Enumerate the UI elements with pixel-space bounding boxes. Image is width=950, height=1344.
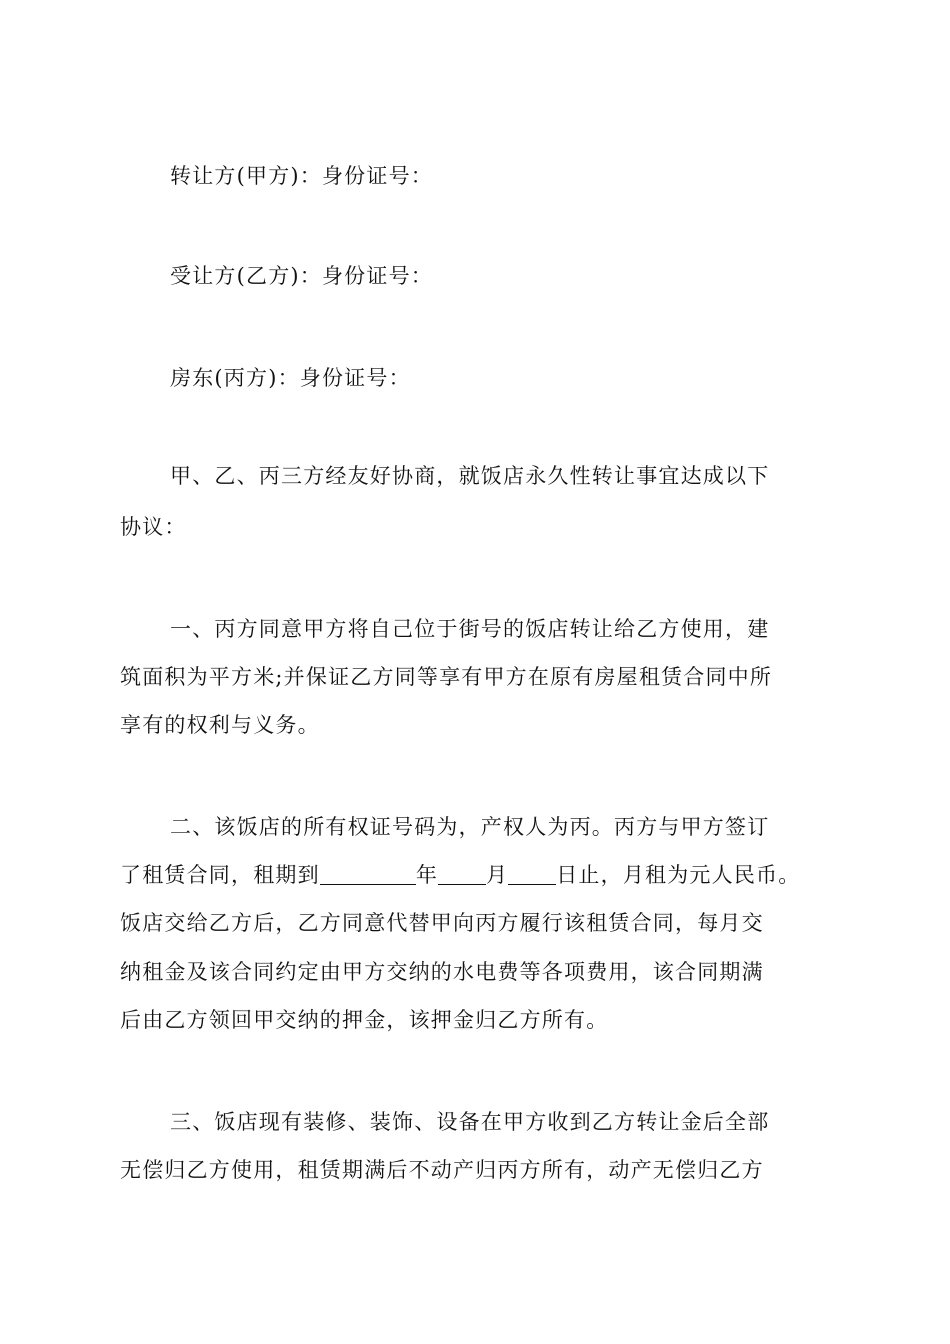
year-blank — [320, 864, 416, 885]
clause3-line-2: 无偿归乙方使用，租赁期满后不动产归丙方所有，动产无偿归乙方 — [120, 1158, 764, 1182]
month-label: 月 — [486, 863, 509, 887]
clause1-line-3: 享有的权利与义务。 — [120, 713, 320, 737]
clause2-line-1: 二、该饭店的所有权证号码为，产权人为丙。丙方与甲方签订 — [170, 815, 770, 839]
clause1-line-1: 一、丙方同意甲方将自己位于街号的饭店转让给乙方使用，建 — [170, 617, 770, 641]
year-label: 年 — [415, 863, 439, 887]
clause2-line-2-part1: 了租赁合同，租期到 — [120, 863, 320, 887]
clause2-line-2 — [120, 851, 800, 899]
landlord-line: 房东(丙方)：身份证号： — [170, 366, 411, 390]
clause2-line-5: 后由乙方领回甲交纳的押金，该押金归乙方所有。 — [120, 1008, 609, 1032]
month-blank — [438, 864, 486, 885]
clause2-line-2-part2: 日止，月租为元人民币。 — [556, 863, 801, 887]
clause2-line-4: 纳租金及该合同约定由甲方交纳的水电费等各项费用，该合同期满 — [120, 960, 764, 984]
clause1-line-2: 筑面积为平方米;并保证乙方同等享有甲方在原有房屋租赁合同中所 — [120, 665, 773, 689]
day-blank — [508, 864, 556, 885]
clause3-line-1: 三、饭店现有装修、装饰、设备在甲方收到乙方转让金后全部 — [170, 1110, 770, 1134]
transferee-line: 受让方(乙方)：身份证号： — [170, 264, 433, 288]
intro-line-1: 甲、乙、丙三方经友好协商，就饭店永久性转让事宜达成以下 — [170, 464, 770, 488]
transferor-line: 转让方(甲方)：身份证号： — [170, 164, 433, 188]
intro-line-2: 协议： — [120, 515, 187, 539]
clause2-line-3: 饭店交给乙方后，乙方同意代替甲向丙方履行该租赁合同，每月交 — [120, 911, 764, 935]
